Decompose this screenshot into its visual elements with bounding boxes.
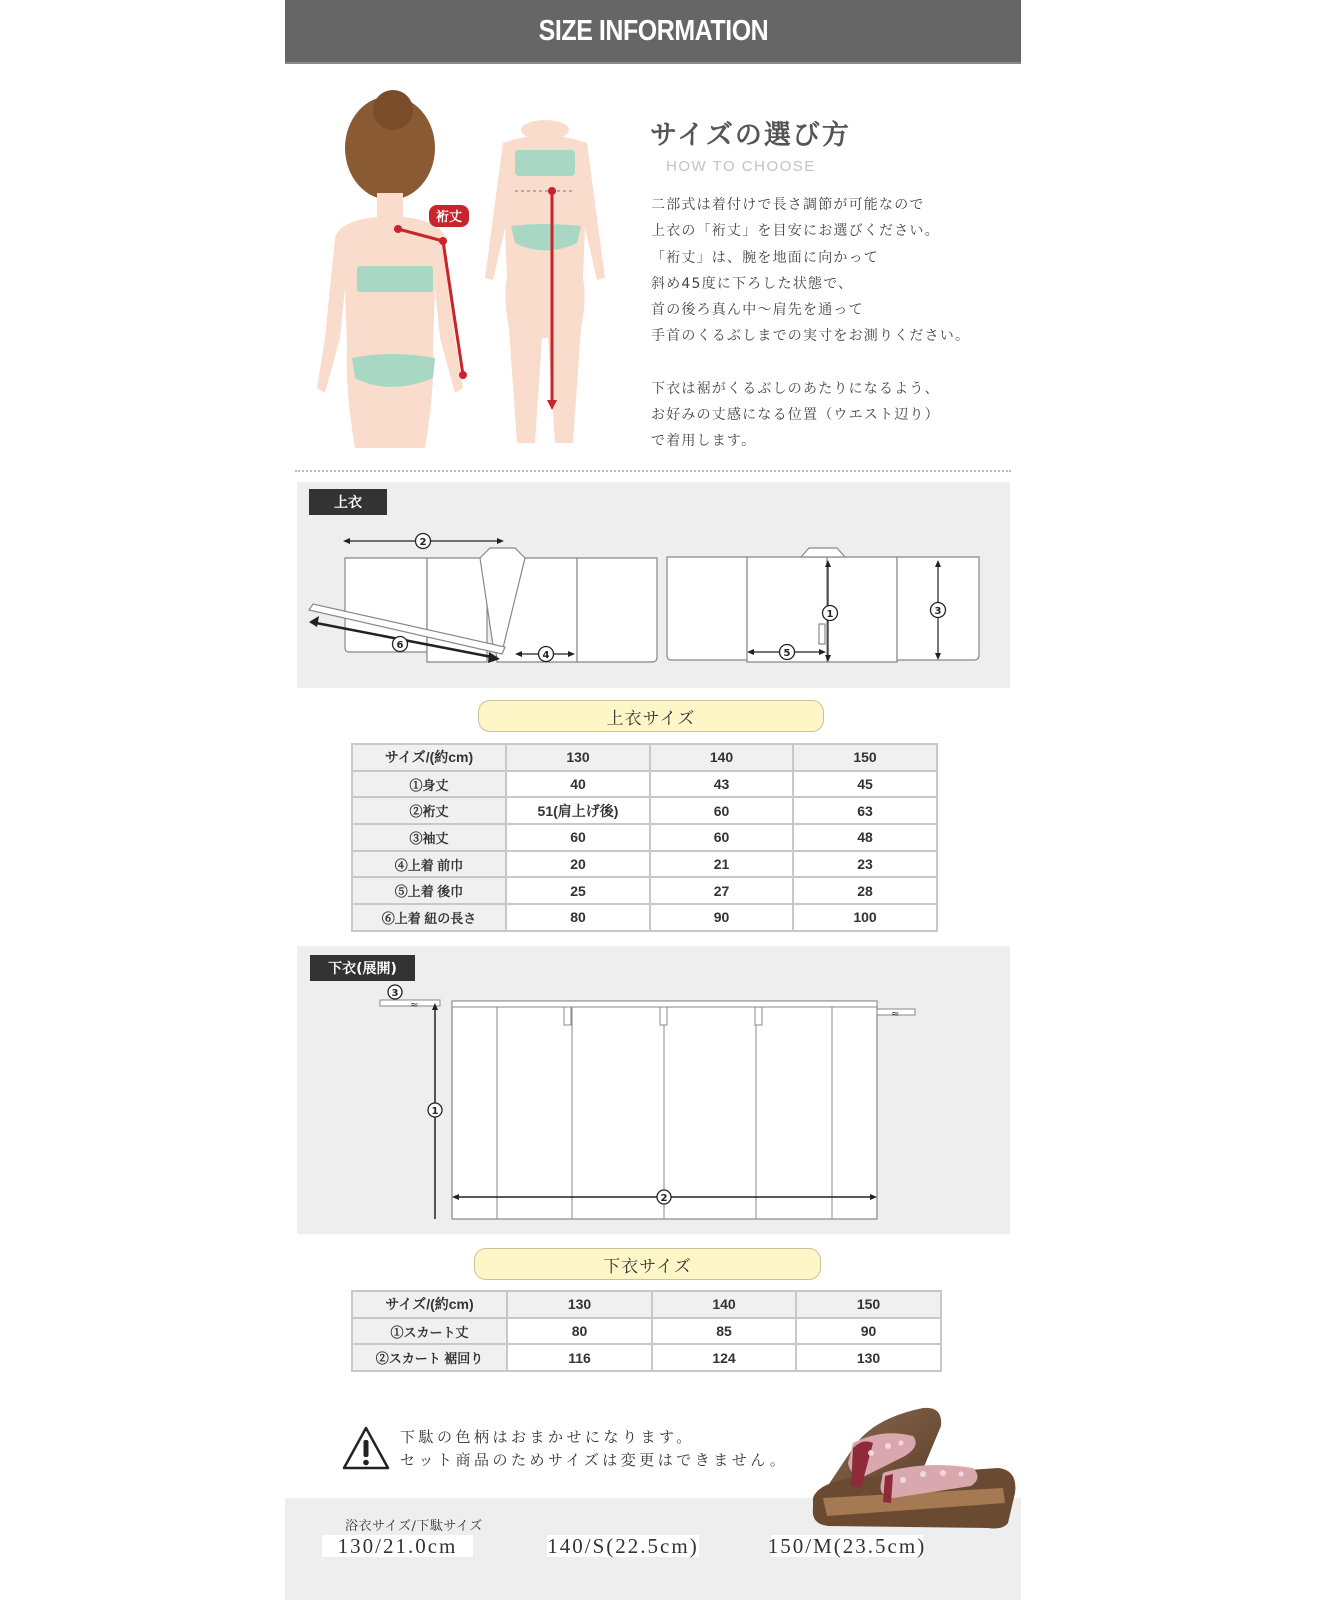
table-cell: 90 (796, 1318, 941, 1345)
front-view-figure (485, 120, 605, 443)
row-label: ②スカート 裾回り (352, 1344, 507, 1371)
table-cell: 124 (652, 1344, 796, 1371)
table-cell: 45 (793, 771, 937, 798)
table-cell: 130 (796, 1344, 941, 1371)
header-banner (285, 0, 1021, 64)
row-label: ②裄丈 (352, 797, 506, 824)
notice-line: 下駄の色柄はおまかせになります。 (400, 1428, 695, 1446)
bottom-garment-tag: 下衣(展開) (310, 955, 415, 981)
table-cell: 51(肩上げ後) (506, 797, 650, 824)
geta-size-item: 140/S(22.5cm) (547, 1533, 699, 1558)
description-line: 下衣は裾がくるぶしのあたりになるよう、 (651, 380, 940, 397)
table-cell: 90 (650, 904, 793, 931)
notice-line: セット商品のためサイズは変更はできません。 (400, 1451, 789, 1469)
table-cell: 116 (507, 1344, 652, 1371)
svg-text:≈: ≈ (891, 1009, 900, 1020)
geta-size-label: 浴衣サイズ/下駄サイズ (345, 1519, 483, 1534)
table-row (352, 851, 937, 878)
bottom-garment-diagram (297, 946, 1010, 1234)
svg-text:裄丈: 裄丈 (435, 210, 463, 225)
svg-text:5: 5 (783, 648, 791, 659)
svg-text:3: 3 (934, 606, 942, 617)
description-line: 首の後ろ真ん中～肩先を通って (651, 302, 864, 319)
page-title: SIZE INFORMATION (538, 14, 768, 47)
geta-size-item: 130/21.0cm (322, 1535, 473, 1557)
how-to-choose-subtitle: HOW TO CHOOSE (666, 158, 816, 175)
table-cell: 80 (506, 904, 650, 931)
how-to-choose-title: サイズの選び方 (650, 120, 851, 151)
svg-text:3: 3 (391, 988, 399, 999)
table-cell: 25 (506, 877, 650, 904)
top-garment-tag: 上衣 (309, 489, 387, 515)
description-line: 斜め45度に下ろした状態で、 (651, 275, 854, 292)
row-label: ①身丈 (352, 771, 506, 798)
description-line: 「裄丈」は、腕を地面に向かって (651, 249, 879, 266)
row-label: ①スカート丈 (352, 1318, 507, 1345)
description-line: 上衣の「裄丈」を目安にお選びください。 (651, 223, 940, 240)
table-header-cell: 150 (793, 744, 937, 771)
top-size-table (351, 743, 938, 932)
table-header-cell: 150 (796, 1291, 941, 1318)
table-cell: 63 (793, 797, 937, 824)
table-cell: 28 (793, 877, 937, 904)
row-label: ③袖丈 (352, 824, 506, 851)
table-header-cell: 140 (650, 744, 793, 771)
table-cell: 100 (793, 904, 937, 931)
table-header-cell: 130 (507, 1291, 652, 1318)
table-cell: 60 (650, 797, 793, 824)
svg-text:≈: ≈ (410, 1000, 419, 1011)
table-cell: 21 (650, 851, 793, 878)
how-to-choose-section (285, 88, 1021, 463)
table-cell: 27 (650, 877, 793, 904)
table-row (352, 797, 937, 824)
table-cell: 60 (650, 824, 793, 851)
svg-text:1: 1 (431, 1106, 439, 1117)
description-line: お好みの丈感になる位置（ウエスト辺り） (651, 407, 940, 424)
description-line: 手首のくるぶしまでの実寸をお測りください。 (651, 328, 971, 345)
warning-triangle-icon (341, 1424, 391, 1472)
top-size-title: 上衣サイズ (478, 700, 824, 732)
table-row (352, 824, 937, 851)
description-line: 二部式は着付けで長さ調節が可能なので (651, 197, 925, 213)
bottom-garment-diagram-panel (297, 946, 1010, 1234)
body-measurement-illustration (305, 88, 635, 458)
table-cell: 60 (506, 824, 650, 851)
svg-text:2: 2 (419, 537, 427, 548)
table-cell: 43 (650, 771, 793, 798)
table-cell: 85 (652, 1318, 796, 1345)
geta-sandals-image (793, 1398, 1021, 1533)
top-garment-diagram (297, 482, 1010, 688)
table-cell: 80 (507, 1318, 652, 1345)
table-cell: 23 (793, 851, 937, 878)
table-header-cell: サイズ/(約cm) (352, 744, 506, 771)
dotted-divider (295, 470, 1011, 472)
table-header-cell: サイズ/(約cm) (352, 1291, 507, 1318)
geta-size-item: 150/M(23.5cm) (767, 1533, 927, 1558)
table-cell: 20 (506, 851, 650, 878)
svg-text:1: 1 (826, 609, 834, 620)
table-header-row (352, 1291, 941, 1318)
table-row (352, 1344, 941, 1371)
bottom-size-title: 下衣サイズ (474, 1248, 821, 1280)
table-row (352, 771, 937, 798)
table-row (352, 904, 937, 931)
svg-text:4: 4 (542, 650, 550, 661)
top-garment-diagram-panel (297, 482, 1010, 688)
size-information-page (285, 0, 1021, 1600)
row-label: ⑥上着 紐の長さ (352, 904, 506, 931)
table-cell: 48 (793, 824, 937, 851)
table-cell: 40 (506, 771, 650, 798)
svg-text:6: 6 (396, 640, 404, 651)
back-view-figure (317, 90, 469, 448)
geta-notice (400, 1426, 788, 1472)
table-header-row (352, 744, 937, 771)
table-row (352, 1318, 941, 1345)
svg-text:2: 2 (660, 1193, 668, 1204)
row-label: ④上着 前巾 (352, 851, 506, 878)
row-label: ⑤上着 後巾 (352, 877, 506, 904)
table-header-cell: 140 (652, 1291, 796, 1318)
table-row (352, 877, 937, 904)
table-header-cell: 130 (506, 744, 650, 771)
how-to-choose-description (651, 192, 970, 455)
bottom-size-table (351, 1290, 942, 1372)
description-line: で着用します。 (651, 433, 757, 450)
